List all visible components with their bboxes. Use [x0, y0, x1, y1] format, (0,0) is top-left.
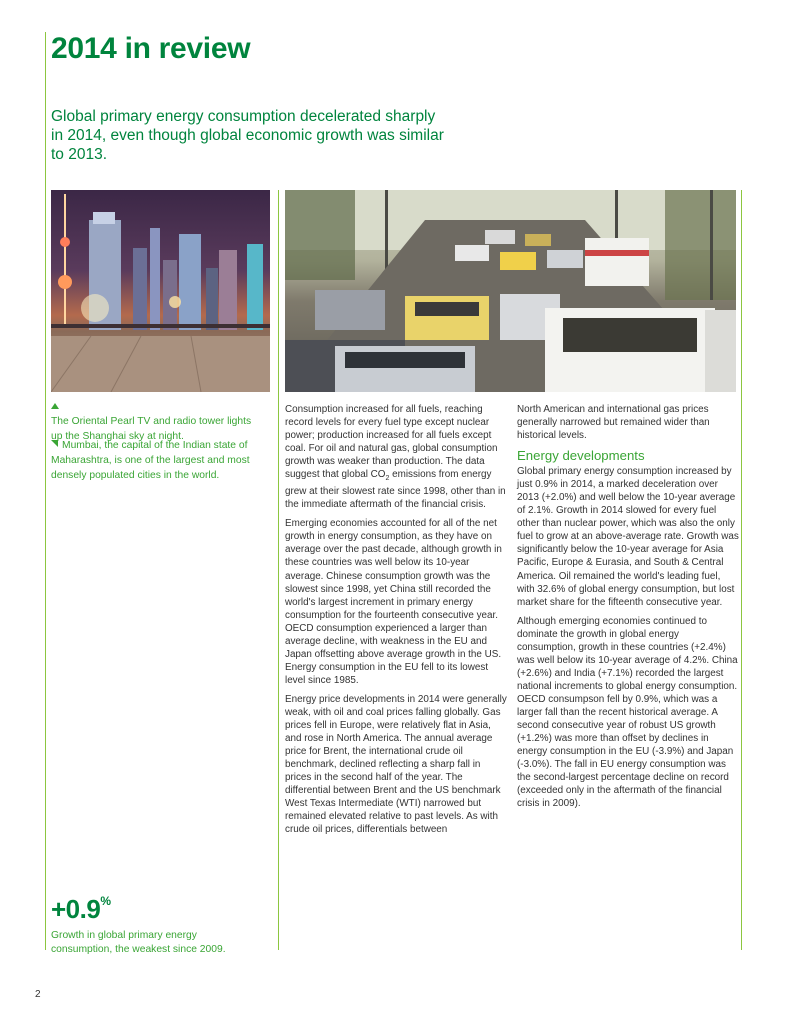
stat-value: +0.9: [51, 894, 101, 924]
paragraph-gas-prices: North American and international gas prices generally narrowed but remained wider than historical levels.: [517, 404, 710, 442]
left-rule: [45, 32, 46, 950]
corner-arrow-icon: [51, 440, 58, 447]
page-title: 2014 in review: [51, 32, 251, 65]
body-column-right: [517, 403, 739, 816]
section-heading: Energy developments: [517, 448, 645, 464]
shanghai-caption: The Oriental Pearl TV and radio tower lights up the Shanghai sky at night.: [51, 399, 261, 444]
stat-unit: %: [100, 894, 111, 908]
shanghai-night-photo: [51, 190, 270, 392]
page-number: 2: [35, 989, 41, 1000]
paragraph-consumption: Consumption increased for all fuels, reaching record levels for every fuel type except nuclear power; production increased for all fuels except coal. For oil and natural gas, global consumption growth was weaker than production. The data suggest that global $CO_2$ emissions from energy grew at their slowest rate since 1998, other than in the immediate aftermath of the financial crisis.: [285, 404, 506, 511]
mumbai-traffic-photo: [285, 190, 736, 392]
paragraph-energy-developments: Global primary energy consumption increased by just 0.9% in 2014, a marked deceleration over 2013 (+2.0%) and well below the 10-year average of 2.1%. Growth in 2014 slowed for every fuel other than nuclear power, which was also the only fuel to grow at an above-average rate. Growth was significantly below the 10-year average for Asia Pacific, Europe & Eurasia, and South & Central America. Oil remained the world's leading fuel, with 32.6% of global energy consumption, but lost market share for the fifteenth consecutive year.: [517, 466, 739, 608]
triangle-up-icon: [51, 403, 59, 409]
column-rule: [278, 190, 279, 950]
stat-description: Growth in global primary energy consumption, the weakest since 2009.: [51, 930, 226, 955]
page-subtitle: Global primary energy consumption decelerated sharply in 2014, even though global economic growth was similar to 2013.: [51, 108, 444, 163]
body-column-left: [285, 403, 507, 842]
paragraph-emerging-economies: Emerging economies accounted for all of the net growth in energy consumption, as they have on average over the past decade, although growth in these countries was well below its 10-year average. Chinese consumption growth was the slowest since 1998, yet China still recorded the world's largest increment in primary energy consumption for the fourteenth consecutive year. OECD consumption experienced a larger than average decline, with weakness in the EU and Japan offsetting above average growth in the US. Energy consumption in the EU fell to its lowest level since 1985.: [285, 518, 502, 686]
mumbai-caption: Mumbai, the capital of the Indian state of Maharashtra, is one of the largest and most densely populated cities in the world.: [51, 440, 250, 481]
growth-stat: [51, 894, 111, 925]
paragraph-emerging-growth: Although emerging economies continued to dominate the growth in global energy consumption, growth in these countries (+2.4%) was well below its 10-year average of 4.2%. China (+2.6%) and India (+7.1%) recorded the largest national increments to global energy consumption. OECD consumpson fell by 0.9%, which was a larger fall than the recent historical average. A second consecutive year of robust US growth (+1.2%) was more than offset by declines in energy consumption in the EU (-3.9%) and Japan (-3.0%). The fall in EU energy consumption was the second-largest percentage decline on record (exceeded only in the aftermath of the financial crisis in 2009).: [517, 615, 738, 810]
paragraph-energy-prices: Energy price developments in 2014 were generally weak, with oil and coal prices falling globally. Gas prices fell in Europe, were relatively flat in Asia, and rose in North America. The annual average price for Brent, the international crude oil benchmark, declined reflecting a sharp fall in prices in the second half of the year. The differential between Brent and the US benchmark West Texas Intermediate (WTI) narrowed but remained elevated relative to past levels. As with crude oil prices, differentials between: [285, 693, 507, 836]
right-rule: [741, 190, 742, 950]
